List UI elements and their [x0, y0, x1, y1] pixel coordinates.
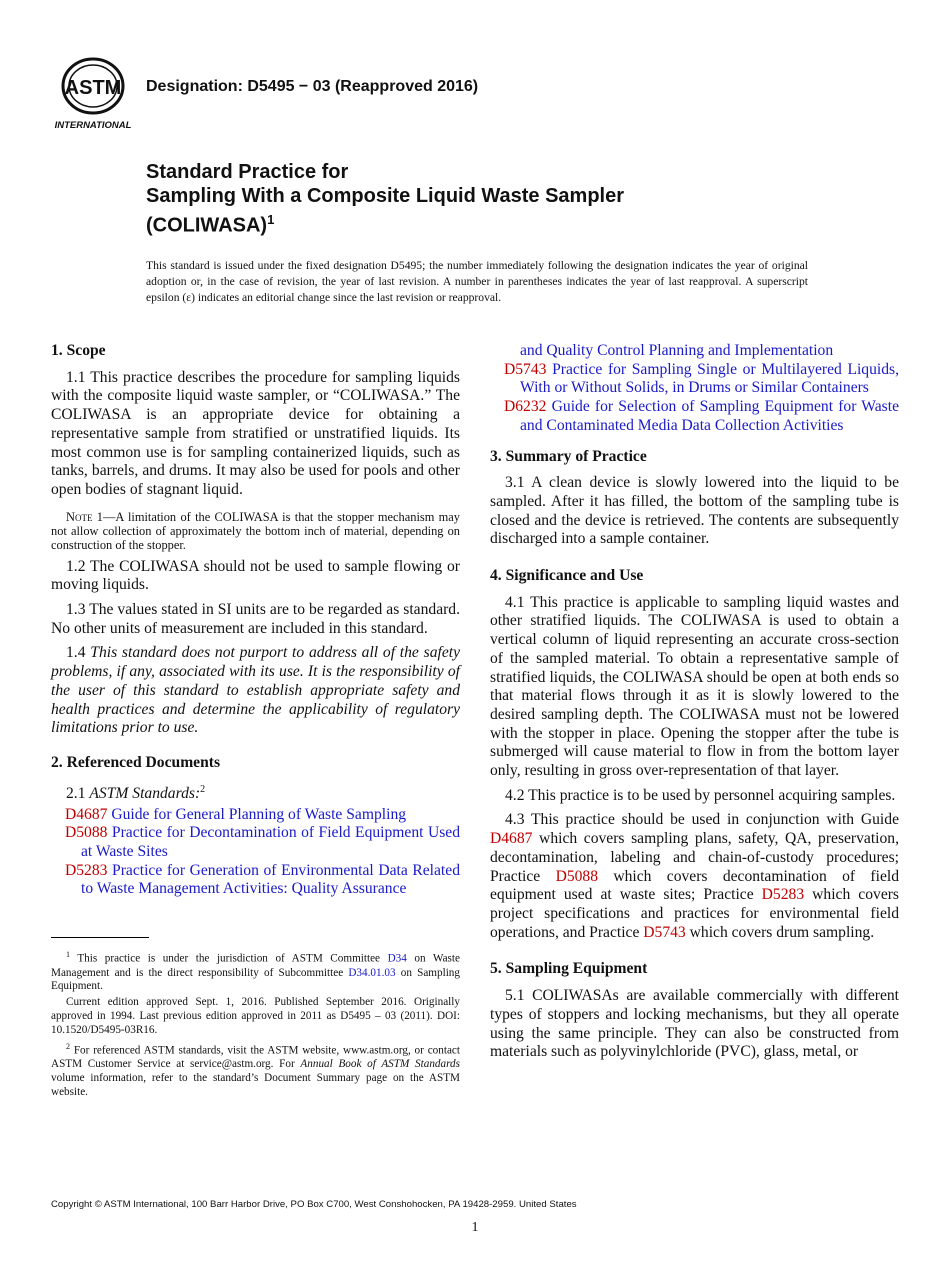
inline-link-d5088[interactable]: D5088 — [555, 867, 599, 885]
footnote-1-text-b: on Waste Management and is the direct responsibility of Subcommittee — [51, 952, 460, 979]
reference-title-d6232[interactable]: Guide for Selection of Sampling Equipment for Waste and Contaminated Media Data Collection Activities — [520, 398, 899, 434]
footnote-divider — [51, 937, 149, 938]
logo-letters: ASTM — [64, 77, 122, 99]
paragraph-4-3-text: which covers project specifications and practices for environmental field operations, and Practice — [490, 886, 900, 941]
inline-link-d5283[interactable]: D5283 — [761, 886, 805, 904]
reference-title-d5088[interactable]: Practice for Decontamination of Field Equipment Used at Waste Sites — [81, 824, 460, 860]
astm-logo — [50, 56, 136, 132]
footnote-2-italic: Annual Book of ASTM Standards — [300, 1058, 460, 1071]
reference-link-d6232[interactable]: D6232 — [504, 398, 547, 416]
reference-item — [51, 824, 460, 861]
title-footnote-mark: 1 — [267, 212, 275, 227]
footnote-1 — [51, 948, 460, 994]
title-line-2: Sampling With a Composite Liquid Waste Sampler — [146, 185, 625, 207]
paragraph-1-1: 1.1 This practice describes the procedure for sampling liquids with the composite liquid waste sampler, or “COLIWASA.” The COLIWASA is an appropriate device for obtaining a representative sample from stratified or unstratified liquids. Its most common use is for sampling containerized liquids, such as tanks, barrels, and drums. It may also be used for pools and other open bodies of stagnant liquid. — [51, 368, 460, 498]
paragraph-4-3 — [490, 811, 899, 942]
inline-link-d4687[interactable]: D4687 — [490, 830, 533, 848]
logo-subtitle: INTERNATIONAL — [54, 120, 132, 131]
reference-item — [51, 862, 460, 899]
reference-link-d5088[interactable]: D5088 — [65, 824, 108, 842]
reference-link-d4687[interactable]: D4687 — [65, 805, 108, 823]
section-heading-summary: 3. Summary of Practice — [490, 447, 647, 465]
footnote-1-text-c: on Sampling Equipment. — [51, 966, 460, 993]
paragraph-1-4 — [51, 644, 460, 738]
paragraph-1-4-text: This standard does not purport to address all of the safety problems, if any, associated with its use. It is the responsibility of the user of this standard to establish appropriate safety and health practices and determine the applicability of regulatory limitations prior to use. — [51, 644, 460, 737]
reference-title-d5743[interactable]: Practice for Sampling Single or Multilayered Liquids, With or Without Solids, in Drums or Similar Containers — [520, 360, 899, 397]
title-line-3-text: (COLIWASA) — [146, 214, 268, 237]
reference-link-d5283[interactable]: D5283 — [65, 861, 108, 879]
reference-item — [51, 806, 460, 825]
paragraph-4-3-text: 4.3 This practice should be used in conjunction with Guide — [505, 811, 899, 829]
paragraph-4-3-text: which covers sampling plans, safety, QA, preservation, decontamination, labeling and chain-of-custody procedures; Practice — [490, 830, 899, 885]
paragraph-3-1: 3.1 A clean device is slowly lowered into the liquid to be sampled. After it has filled, the bottom of the sampling tube is closed and the device is retrieved. The contents are subsequently discharged into a sample container. — [490, 474, 899, 548]
right-column — [490, 342, 899, 1068]
note-text: —A limitation of the COLIWASA is that the stopper mechanism may not allow collection of approximately the bottom inch of material, depending on construction of the stopper. — [51, 509, 460, 552]
reference-item — [490, 361, 899, 398]
reference-item — [490, 398, 899, 435]
astm-logo-graphic — [50, 56, 136, 132]
paragraph-5-1: 5.1 COLIWASAs are available commercially with different types of stoppers and locking mechanisms, but they all operate using the same principle. They can also be constructed from materials such as polyvinylchloride (PVC), glass, metal, or — [490, 987, 899, 1061]
left-column — [51, 342, 460, 899]
reference-title-d5283[interactable]: Practice for Generation of Environmental Data Related to Waste Management Activities: Quality Assurance — [81, 861, 460, 898]
inline-link-d5743[interactable]: D5743 — [643, 923, 686, 941]
footnote-2-mark: 2 — [66, 1041, 70, 1051]
section-heading-equipment: 5. Sampling Equipment — [490, 960, 648, 978]
paragraph-4-2: 4.2 This practice is to be used by personnel acquiring samples. — [505, 786, 896, 804]
paragraph-4-3-text: which covers decontamination of field equipment used at waste sites; Practice — [490, 867, 899, 904]
paragraph-4-1: 4.1 This practice is applicable to sampling liquid wastes and other stratified liquids. The COLIWASA is used to obtain a vertical column of liquid representing an accurate cross-section of the sampled material. To obtain a representative sample of stratified liquids, the COLIWASA should be open at both ends so that material flows through it as it is slowly lowered to the desired sampling depth. The COLIWASA must not be lowered with the stopper in place. Opening the stopper after the tube is submerged will cause material to flow in from the bottom layer only, resulting in gross over-representation of that layer. — [490, 593, 899, 780]
footnote-2 — [51, 1040, 460, 1100]
footnote-1-edition: Current edition approved Sept. 1, 2016. Published September 2016. Originally approved in 1994. Last previous edition approved in 2011 as D5495 – 03 (2011). DOI: 10.1520/D5495-03R16. — [51, 996, 460, 1036]
paragraph-4-3-text: which covers drum sampling. — [685, 923, 875, 941]
section-heading-referenced-documents: 2. Referenced Documents — [51, 753, 221, 771]
astm-standards-label: ASTM Standards: — [89, 784, 201, 802]
footnote-2-text-b: volume information, refer to the standard’s Document Summary page on the ASTM website. — [51, 1071, 460, 1098]
footnote-1-mark: 1 — [66, 950, 70, 959]
footnotes — [51, 948, 460, 1101]
preamble: This standard is issued under the fixed designation D5495; the number immediately following the designation indicates the year of original adoption or, in the case of revision, the year of last revision. A number in parentheses indicates the year of last reapproval. A superscript epsilon (ε) indicates an editorial change since the last revision or reapproval. — [146, 259, 808, 304]
section-heading-significance: 4. Significance and Use — [490, 567, 644, 585]
subcommittee-link-d34-01-03[interactable]: D34.01.03 — [348, 966, 396, 979]
footnote-2-text-a: For referenced ASTM standards, visit the ASTM website, www.astm.org, or contact ASTM Customer Service at service@astm.org. For — [51, 1044, 460, 1071]
paragraph-1-3: 1.3 The values stated in SI units are to be regarded as standard. No other units of measurement are included in this standard. — [51, 601, 460, 637]
title-line-1: Standard Practice for — [146, 161, 349, 183]
paragraph-1-4-num: 1.4 — [66, 644, 86, 662]
document-title — [146, 160, 624, 238]
footnote-1-text-a: This practice is under the jurisdiction of ASTM Committee — [77, 952, 388, 965]
title-line-3 — [146, 208, 624, 238]
astm-standards-footnote-mark: 2 — [200, 783, 206, 795]
note-label: Note 1 — [66, 509, 103, 524]
reference-continuation-d5283[interactable]: and Quality Control Planning and Implementation — [520, 342, 834, 359]
section-heading-scope: 1. Scope — [51, 342, 106, 359]
subsection-2-1-num: 2.1 — [66, 784, 86, 802]
committee-link-d34[interactable]: D34 — [387, 952, 407, 965]
subsection-2-1 — [51, 781, 460, 804]
copyright-notice: Copyright © ASTM International, 100 Barr Harbor Drive, PO Box C700, West Conshohocken, PA 19428-2959. United States — [51, 1199, 577, 1210]
page-number: 1 — [471, 1220, 479, 1235]
reference-title-d4687[interactable]: Guide for General Planning of Waste Sampling — [111, 805, 407, 823]
paragraph-1-2: 1.2 The COLIWASA should not be used to sample flowing or moving liquids. — [51, 557, 460, 594]
note-1 — [51, 510, 460, 552]
reference-link-d5743[interactable]: D5743 — [504, 360, 547, 378]
designation: Designation: D5495 − 03 (Reapproved 2016) — [146, 78, 479, 95]
